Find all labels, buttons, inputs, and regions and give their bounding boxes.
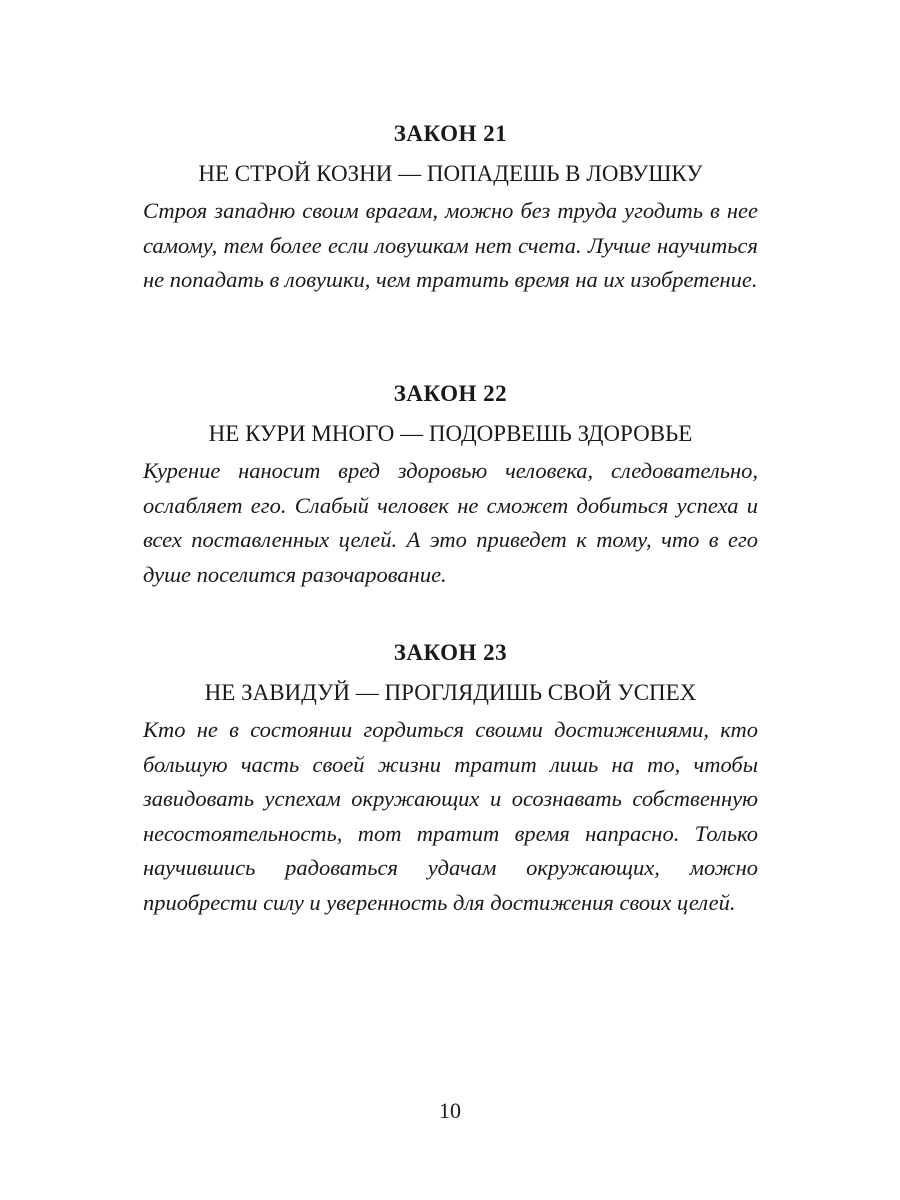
law-section [143,118,758,298]
law-subtitle: НЕ КУРИ МНОГО — ПОДОРВЕШЬ ЗДОРОВЬЕ [208,421,693,446]
law-section [143,378,758,592]
law-section [143,637,758,920]
law-text: Курение наносит вред здоровью человека, следовательно, ослабляет его. Слабый человек не сможет добиться успеха и всех поставленных целей. А это приведет к тому, что в его душе поселится разочарование. [143,458,758,587]
law-title: ЗАКОН 23 [393,640,508,665]
law-subtitle: НЕ СТРОЙ КОЗНИ — ПОПАДЕШЬ В ЛОВУШКУ [198,161,703,186]
law-subtitle: НЕ ЗАВИДУЙ — ПРОГЛЯДИШЬ СВОЙ УСПЕХ [204,680,697,705]
law-text: Строя западню своим врагам, можно без труда угодить в нее самому, тем более если ловушкам нет счета. Лучше научиться не попадать в ловушки, чем тратить время на их изобретение. [143,198,758,292]
law-text: Кто не в состоянии гордиться своими достижениями, кто большую часть своей жизни тратит лишь на то, чтобы завидовать успехам окружающих и осознавать собственную несостоятельность, тот тратит время напрасно. Только научившись радоваться удачам окружающих, можно приобрести силу и уверенность для достижения своих целей. [143,717,758,915]
law-title: ЗАКОН 21 [393,121,508,146]
page-number: 10 [439,1098,461,1123]
law-title: ЗАКОН 22 [393,381,508,406]
